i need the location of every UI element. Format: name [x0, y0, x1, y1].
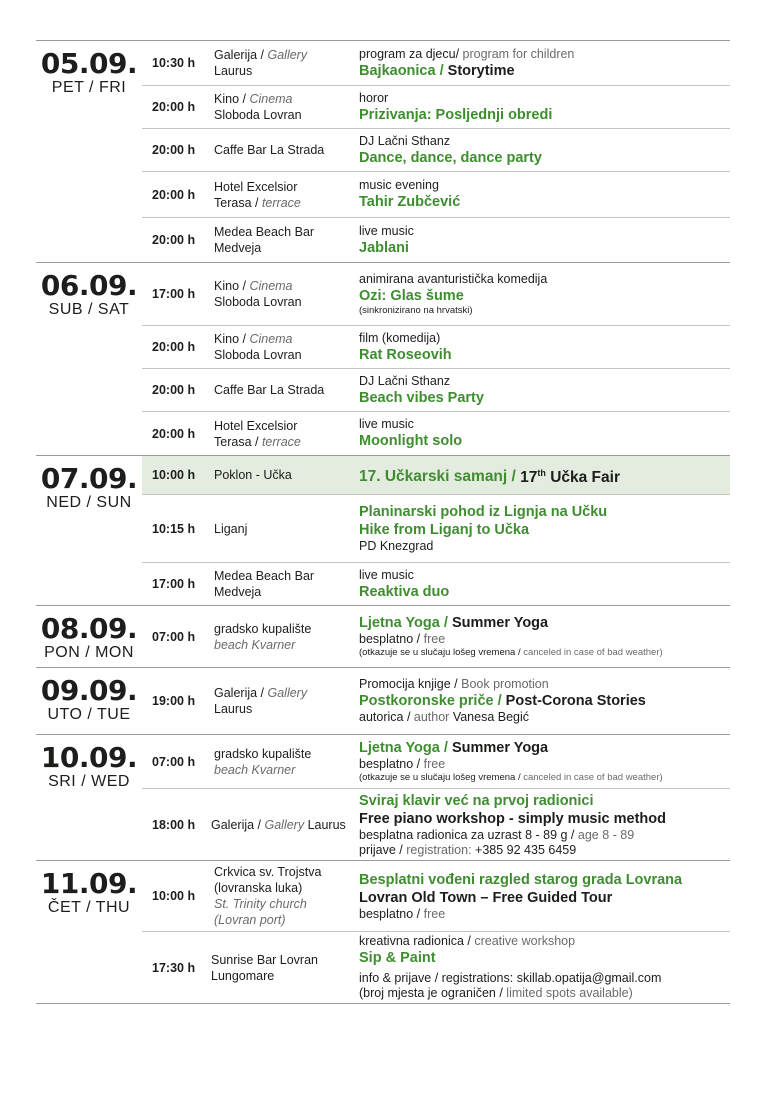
event-organizer: PD Knezgrad [359, 539, 434, 553]
event-description [359, 222, 730, 259]
event-time: 07:00 h [152, 629, 196, 644]
event-category: program za djecu/ program for children [359, 46, 575, 61]
event-category: kreativna radionica / creative workshop [359, 934, 576, 948]
event-row [142, 668, 730, 734]
event-row [142, 788, 730, 860]
date-column [36, 606, 142, 667]
event-title: Reaktiva duo [359, 583, 450, 600]
event-description [359, 501, 730, 556]
event-description [359, 737, 730, 786]
event-venue: Kino / Cinema Sloboda Lovran [214, 332, 302, 362]
event-title: Tahir Zubčević [359, 194, 461, 210]
date-column [36, 735, 142, 860]
event-title: Ljetna Yoga / Summer Yoga [359, 740, 549, 756]
event-description [359, 675, 730, 727]
event-description [359, 790, 730, 860]
event-category: animirana avanturistička komedija [359, 271, 548, 286]
event-title: Postkoronske priče / Post-Corona Stories [359, 693, 646, 709]
date-column [36, 263, 142, 455]
event-title: Ozi: Glas šume [359, 287, 464, 304]
event-venue: Caffe Bar La Strada [214, 383, 325, 397]
date-column [36, 861, 142, 1003]
event-venue: gradsko kupalište beach Kvarner [214, 621, 312, 652]
day-date: 05.09. [40, 47, 138, 80]
event-time: 20:00 h [152, 143, 196, 157]
event-time: 17:00 h [152, 287, 196, 301]
event-title-en: Hike from Liganj to Učka [359, 522, 530, 538]
event-row [142, 85, 730, 128]
event-venue: Hotel Excelsior Terasa / terrace [214, 418, 301, 449]
event-time: 10:15 h [152, 521, 196, 536]
event-row-highlighted [142, 456, 730, 494]
event-title: Besplatni vođeni razgled starog grada Lovrana [359, 871, 683, 888]
day-date: 09.09. [40, 674, 138, 707]
event-registration: prijave / registration: +385 92 435 6459 [359, 842, 577, 857]
date-column [36, 456, 142, 605]
event-venue: Kino / Cinema Sloboda Lovran [214, 92, 302, 122]
day-block [36, 263, 730, 456]
event-list [142, 668, 730, 734]
day-block [36, 456, 730, 606]
event-description [359, 932, 730, 1003]
event-time: 20:00 h [152, 233, 196, 247]
event-category: horor [359, 90, 389, 105]
event-title: Bajkaonica / Storytime [359, 62, 515, 79]
event-title: Ljetna Yoga / Summer Yoga [359, 615, 549, 631]
event-category: Promocija knjige / Book promotion [359, 677, 549, 691]
event-description [359, 45, 730, 82]
event-venue: Liganj [214, 521, 248, 536]
event-row [142, 861, 730, 931]
day-of-week: UTO / TUE [47, 706, 131, 723]
day-date: 11.09. [40, 867, 138, 900]
event-category: live music [359, 417, 414, 431]
event-category: DJ Lačni Sthanz [359, 373, 451, 388]
event-category: live music [359, 223, 414, 238]
event-description [359, 132, 730, 169]
event-description [359, 461, 730, 488]
event-price: besplatno / free [359, 906, 446, 921]
event-time: 10:00 h [152, 889, 196, 903]
event-title: Prizivanja: Posljednji obredi [359, 106, 553, 123]
event-row [142, 606, 730, 667]
event-category: music evening [359, 178, 439, 192]
event-category: DJ Lačni Sthanz [359, 133, 451, 148]
event-list [142, 41, 730, 262]
event-title: Rat Roseovih [359, 346, 452, 363]
event-description [359, 612, 730, 661]
event-time: 20:00 h [152, 187, 196, 202]
day-block [36, 41, 730, 263]
event-category: film (komedija) [359, 330, 441, 345]
day-date: 07.09. [40, 462, 138, 495]
event-row [142, 411, 730, 455]
event-contact: info & prijave / registrations: skillab.opatija@gmail.com [359, 971, 662, 985]
event-row [142, 171, 730, 217]
event-venue: Caffe Bar La Strada [214, 143, 325, 157]
day-block [36, 606, 730, 668]
event-title: Moonlight solo [359, 433, 463, 449]
event-time: 18:00 h [152, 817, 196, 832]
day-of-week: NED / SUN [46, 494, 132, 511]
event-price: besplatno / free [359, 757, 446, 771]
event-row [142, 494, 730, 562]
event-title-en: Lovran Old Town – Free Guided Tour [359, 889, 613, 906]
event-row [142, 325, 730, 368]
day-block [36, 735, 730, 861]
event-venue: gradsko kupalište beach Kvarner [214, 746, 312, 777]
event-row [142, 217, 730, 262]
event-row [142, 128, 730, 171]
event-note: (broj mjesta je ograničen / limited spots available) [359, 986, 633, 1000]
event-description [359, 270, 730, 319]
event-description [359, 372, 730, 409]
event-list [142, 456, 730, 605]
event-venue: Medea Beach Bar Medveja [214, 569, 315, 599]
event-time: 17:30 h [152, 960, 196, 975]
day-date: 08.09. [40, 612, 138, 645]
event-list [142, 861, 730, 1003]
event-row [142, 931, 730, 1003]
event-title: Dance, dance, dance party [359, 149, 542, 166]
event-time: 19:00 h [152, 694, 196, 708]
event-list [142, 606, 730, 667]
event-venue: Hotel Excelsior Terasa / terrace [214, 179, 301, 210]
event-price: besplatno / free [359, 632, 446, 646]
day-date: 10.09. [40, 741, 138, 774]
event-time: 07:00 h [152, 754, 196, 769]
event-list [142, 263, 730, 455]
event-time: 10:30 h [152, 56, 196, 70]
event-description [359, 415, 730, 452]
event-venue: Kino / Cinema Sloboda Lovran [214, 279, 302, 309]
event-title: Jablani [359, 239, 409, 256]
event-row [142, 368, 730, 411]
date-column [36, 41, 142, 262]
event-description [359, 89, 730, 126]
event-title: Planinarski pohod iz Lignja na Učku [359, 504, 608, 520]
event-title: Beach vibes Party [359, 389, 484, 406]
event-note: (sinkronizirano na hrvatski) [359, 304, 473, 316]
event-row [142, 263, 730, 325]
event-note: (otkazuje se u slučaju lošeg vremena / canceled in case of bad weather) [359, 772, 663, 783]
event-time: 10:00 h [152, 468, 196, 482]
day-of-week: SRI / WED [48, 773, 130, 790]
day-date: 06.09. [40, 269, 138, 302]
event-note: (otkazuje se u slučaju lošeg vremena / canceled in case of bad weather) [359, 647, 663, 658]
day-of-week: PET / FRI [51, 79, 127, 96]
event-age: besplatna radionica za uzrast 8 - 89 g / age 8 - 89 [359, 827, 635, 842]
event-title: Sviraj klavir već na prvoj radionici [359, 792, 594, 809]
day-of-week: SUB / SAT [48, 301, 130, 318]
event-description [359, 869, 730, 924]
event-description [359, 566, 730, 603]
event-author: autorica / author Vanesa Begić [359, 710, 530, 724]
event-venue: Poklon - Učka [214, 468, 292, 482]
event-description [359, 329, 730, 366]
event-row [142, 562, 730, 605]
event-time: 20:00 h [152, 340, 196, 354]
event-time: 20:00 h [152, 100, 196, 114]
event-venue: Galerija / Gallery Laurus [211, 817, 346, 832]
event-description [359, 176, 730, 213]
day-of-week: PON / MON [44, 644, 134, 661]
event-venue: Sunrise Bar Lovran Lungomare [211, 952, 319, 983]
event-time: 17:00 h [152, 577, 196, 591]
event-venue: Galerija / Gallery Laurus [214, 686, 308, 716]
date-column [36, 668, 142, 734]
day-of-week: ČET / THU [47, 899, 131, 916]
event-list [142, 735, 730, 860]
day-block [36, 861, 730, 1004]
event-title: 17. Učkarski samanj / 17th Učka Fair [359, 467, 620, 486]
event-venue: Crkvica sv. Trojstva (lovranska luka) St. Trinity church (Lovran port) [214, 865, 322, 927]
event-category: live music [359, 567, 414, 582]
event-time: 20:00 h [152, 383, 196, 397]
event-venue: Galerija / Gallery Laurus [214, 48, 308, 78]
event-row [142, 735, 730, 788]
event-row [142, 41, 730, 85]
event-venue: Medea Beach Bar Medveja [214, 225, 315, 255]
event-time: 20:00 h [152, 426, 196, 441]
day-block [36, 668, 730, 735]
event-schedule [36, 40, 730, 1004]
event-title: Sip & Paint [359, 950, 436, 966]
event-title-en: Free piano workshop - simply music method [359, 810, 666, 827]
